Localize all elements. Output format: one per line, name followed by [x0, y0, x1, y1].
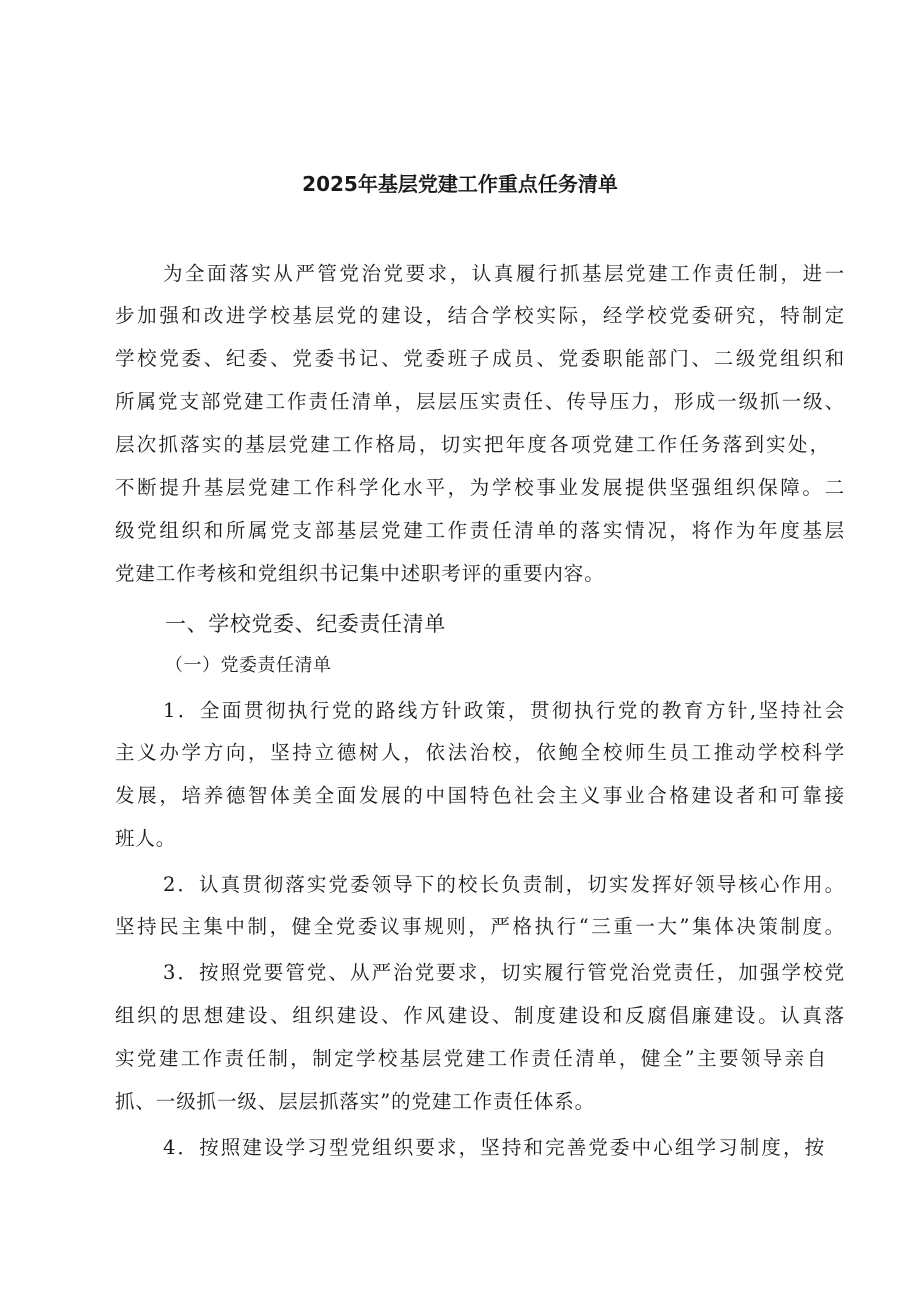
item-3-line: 实党建工作责任制，制定学校基层党建工作责任清单，健全”主要领导亲自	[115, 1047, 827, 1070]
section-heading: 一、学校党委、纪委责任清单	[165, 612, 446, 636]
intro-line: 不断提升基层党建工作科学化水平，为学校事业发展提供坚强组织保障。二	[115, 476, 845, 499]
item-2-line: 坚持民主集中制，健全党委议事规则，严格执行“三重一大”集体决策制度。	[115, 915, 845, 938]
intro-line: 级党组织和所属党支部基层党建工作责任清单的落实情况，将作为年度基层	[115, 519, 845, 542]
intro-line: 步加强和改进学校基层党的建设，结合学校实际，经学校党委研究，特制定	[115, 304, 845, 327]
subsection-heading: （一）党委责任清单	[165, 655, 332, 676]
intro-line: 学校党委、纪委、党委书记、党委班子成员、党委职能部门、二级党组织和	[115, 347, 845, 370]
item-1-line: 发展，培养德智体美全面发展的中国特色社会主义事业合格建设者和可靠接	[115, 784, 845, 807]
item-2-line: 2．认真贯彻落实党委领导下的校长负责制，切实发挥好领导核心作用。	[163, 873, 845, 896]
item-3-line: 3．按照党要管党、从严治党要求，切实履行管党治党责任，加强学校党	[163, 961, 845, 984]
item-1-line: 1．全面贯彻执行党的路线方针政策，贯彻执行党的教育方针,坚持社会	[163, 699, 845, 722]
intro-line: 所属党支部党建工作责任清单，层层压实责任、传导压力，形成一级抓一级、	[115, 390, 845, 413]
document-title: 2025年基层党建工作重点任务清单	[302, 172, 618, 196]
intro-line: 党建工作考核和党组织书记集中述职考评的重要内容。	[115, 562, 605, 585]
intro-line: 层次抓落实的基层党建工作格局，切实把年度各项党建工作任务落到实处，	[115, 433, 830, 456]
item-4-line: 4．按照建设学习型党组织要求，坚持和完善党委中心组学习制度，按	[163, 1136, 825, 1159]
item-3-line: 组织的思想建设、组织建设、作风建设、制度建设和反腐倡廉建设。认真落	[115, 1004, 845, 1027]
intro-line: 为全面落实从严管党治党要求，认真履行抓基层党建工作责任制，进一	[163, 262, 845, 285]
item-1-line: 班人。	[115, 827, 177, 850]
item-1-line: 主义办学方向，坚持立德树人，依法治校，依鲍全校师生员工推动学校科学	[115, 741, 845, 764]
item-3-line: 抓、一级抓一级、层层抓落实”的党建工作责任体系。	[115, 1090, 596, 1113]
